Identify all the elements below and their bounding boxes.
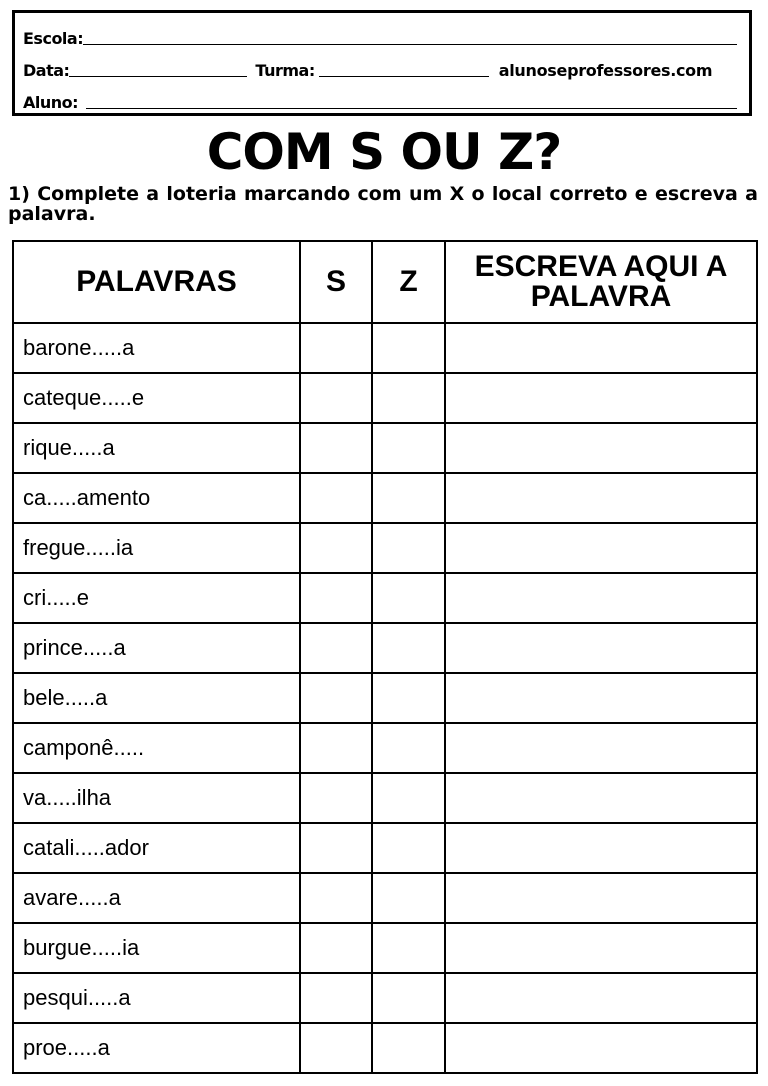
s-checkbox-cell[interactable] — [300, 673, 372, 723]
z-checkbox-cell[interactable] — [372, 523, 445, 573]
student-info-box — [12, 10, 752, 116]
school-label: Escola: — [23, 29, 84, 48]
student-row — [23, 90, 737, 112]
write-word-cell[interactable] — [445, 1023, 757, 1073]
table-row — [13, 373, 757, 423]
word-cell: camponê..... — [13, 723, 300, 773]
write-word-cell[interactable] — [445, 723, 757, 773]
s-checkbox-cell[interactable] — [300, 373, 372, 423]
word-cell: va.....ilha — [13, 773, 300, 823]
table-header-row — [13, 241, 757, 323]
z-checkbox-cell[interactable] — [372, 373, 445, 423]
s-checkbox-cell[interactable] — [300, 523, 372, 573]
table-row — [13, 723, 757, 773]
school-row — [23, 26, 737, 48]
write-word-cell[interactable] — [445, 573, 757, 623]
table-row — [13, 623, 757, 673]
word-cell: prince.....a — [13, 623, 300, 673]
word-cell: burgue.....ia — [13, 923, 300, 973]
word-cell: bele.....a — [13, 673, 300, 723]
write-word-cell[interactable] — [445, 523, 757, 573]
class-label: Turma: — [255, 61, 315, 80]
table-row — [13, 323, 757, 373]
header-z: Z — [372, 241, 445, 323]
word-cell: cateque.....e — [13, 373, 300, 423]
date-input-line[interactable] — [69, 76, 247, 77]
write-word-cell[interactable] — [445, 973, 757, 1023]
table-row — [13, 773, 757, 823]
table-row — [13, 973, 757, 1023]
header-words: PALAVRAS — [13, 241, 300, 323]
site-url: alunoseprofessores.com — [498, 61, 713, 80]
word-cell: avare.....a — [13, 873, 300, 923]
word-cell: catali.....ador — [13, 823, 300, 873]
table-row — [13, 473, 757, 523]
z-checkbox-cell[interactable] — [372, 423, 445, 473]
z-checkbox-cell[interactable] — [372, 1023, 445, 1073]
table-row — [13, 423, 757, 473]
write-word-cell[interactable] — [445, 773, 757, 823]
write-word-cell[interactable] — [445, 473, 757, 523]
s-checkbox-cell[interactable] — [300, 1023, 372, 1073]
s-checkbox-cell[interactable] — [300, 773, 372, 823]
s-checkbox-cell[interactable] — [300, 973, 372, 1023]
class-input-line[interactable] — [319, 76, 489, 77]
word-cell: proe.....a — [13, 1023, 300, 1073]
word-cell: pesqui.....a — [13, 973, 300, 1023]
z-checkbox-cell[interactable] — [372, 623, 445, 673]
table-row — [13, 923, 757, 973]
header-s: S — [300, 241, 372, 323]
write-word-cell[interactable] — [445, 373, 757, 423]
s-checkbox-cell[interactable] — [300, 473, 372, 523]
instruction-text: 1) Complete a loteria marcando com um X o local correto e escreva a palavra. — [8, 183, 758, 225]
s-checkbox-cell[interactable] — [300, 323, 372, 373]
table-row — [13, 1023, 757, 1073]
header-write-word: ESCREVA AQUI A PALAVRA — [445, 241, 757, 323]
write-word-cell[interactable] — [445, 323, 757, 373]
page-title: COM S OU Z? — [206, 123, 562, 181]
z-checkbox-cell[interactable] — [372, 323, 445, 373]
table-row — [13, 873, 757, 923]
student-input-line[interactable] — [86, 108, 737, 109]
student-label: Aluno: — [23, 93, 79, 112]
table-row — [13, 523, 757, 573]
z-checkbox-cell[interactable] — [372, 673, 445, 723]
lottery-table — [12, 240, 758, 1074]
school-input-line[interactable] — [83, 44, 737, 45]
word-cell: cri.....e — [13, 573, 300, 623]
s-checkbox-cell[interactable] — [300, 873, 372, 923]
z-checkbox-cell[interactable] — [372, 923, 445, 973]
s-checkbox-cell[interactable] — [300, 823, 372, 873]
s-checkbox-cell[interactable] — [300, 573, 372, 623]
s-checkbox-cell[interactable] — [300, 423, 372, 473]
word-cell: ca.....amento — [13, 473, 300, 523]
word-cell: fregue.....ia — [13, 523, 300, 573]
z-checkbox-cell[interactable] — [372, 873, 445, 923]
write-word-cell[interactable] — [445, 923, 757, 973]
table-row — [13, 823, 757, 873]
write-word-cell[interactable] — [445, 823, 757, 873]
s-checkbox-cell[interactable] — [300, 723, 372, 773]
table-row — [13, 673, 757, 723]
write-word-cell[interactable] — [445, 423, 757, 473]
s-checkbox-cell[interactable] — [300, 923, 372, 973]
z-checkbox-cell[interactable] — [372, 773, 445, 823]
table-row — [13, 573, 757, 623]
z-checkbox-cell[interactable] — [372, 823, 445, 873]
date-label: Data: — [23, 61, 70, 80]
z-checkbox-cell[interactable] — [372, 473, 445, 523]
word-cell: rique.....a — [13, 423, 300, 473]
write-word-cell[interactable] — [445, 873, 757, 923]
write-word-cell[interactable] — [445, 623, 757, 673]
z-checkbox-cell[interactable] — [372, 723, 445, 773]
write-word-cell[interactable] — [445, 673, 757, 723]
date-class-row — [23, 58, 737, 80]
word-cell: barone.....a — [13, 323, 300, 373]
z-checkbox-cell[interactable] — [372, 573, 445, 623]
z-checkbox-cell[interactable] — [372, 973, 445, 1023]
s-checkbox-cell[interactable] — [300, 623, 372, 673]
